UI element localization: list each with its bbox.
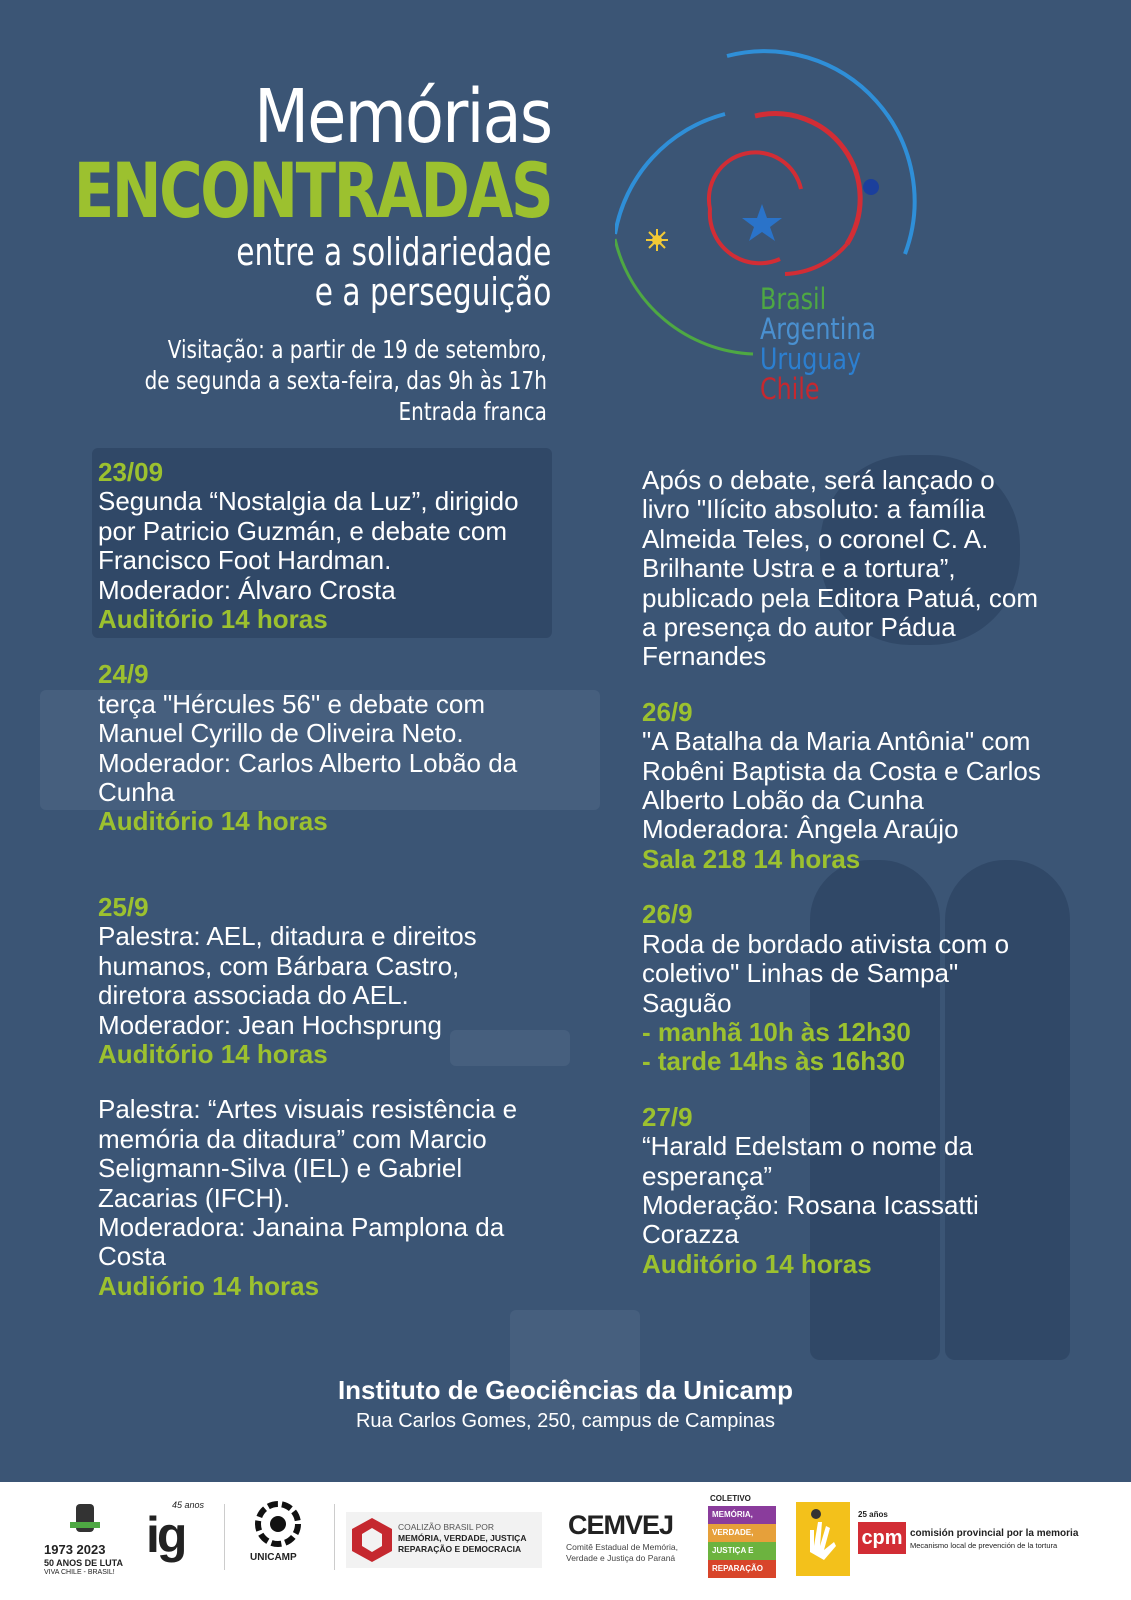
event-text: livro "Ilícito absoluto: a família	[642, 494, 986, 525]
logo-viva-text: VIVA CHILE - BRASIL!	[44, 1569, 115, 1576]
title-block	[0, 74, 551, 314]
coalizao-line-1: COALIZÃO BRASIL POR	[398, 1522, 495, 1532]
event-text: publicado pela Editora Patuá, com	[642, 582, 1039, 613]
event-date: 26/9	[642, 899, 693, 930]
event-place: Auditório 14 horas	[98, 604, 328, 635]
logo-coletivo	[708, 1494, 780, 1584]
event-text: por Patricio Guzmán, e debate com	[98, 515, 507, 546]
logo-unicamp	[246, 1500, 310, 1580]
coalizao-line-2: MEMÓRIA, VERDADE, JUSTIÇA	[398, 1533, 527, 1543]
cemvej-sub-1: Comitê Estadual de Memória,	[566, 1542, 678, 1552]
event-text: Após o debate, será lançado o	[642, 465, 995, 495]
subtitle-line-2: e a perseguição	[314, 270, 551, 314]
logo-ig-text: ig	[146, 1507, 185, 1563]
event-text: a presença do autor Pádua	[642, 612, 956, 643]
logo-ig-45-anos	[140, 1500, 210, 1580]
event-place: Sala 218 14 horas	[642, 843, 861, 874]
country-chile: Chile	[760, 372, 820, 406]
event-text: memória da ditadura” com Marcio	[98, 1123, 487, 1154]
logo-coalizao	[346, 1512, 542, 1568]
event-text: Moderadora: Ângela Araújo	[642, 814, 959, 845]
event-text: Seligmann-Silva (IEL) e Gabriel	[98, 1153, 463, 1184]
event-text: Corazza	[642, 1219, 739, 1250]
title-memorias: Memórias	[253, 74, 551, 160]
event-time-morning: - manhã 10h às 12h30	[642, 1016, 911, 1047]
logo-cpm	[858, 1510, 1108, 1570]
event-text: Almeida Teles, o coronel C. A.	[642, 523, 989, 554]
logo-cemvej	[564, 1510, 692, 1570]
event-date: 27/9	[642, 1101, 693, 1132]
event-23-09	[98, 458, 568, 634]
coalizao-hexagon-icon	[348, 1516, 396, 1564]
event-text: Moderadora: Janaina Pamplona da	[98, 1211, 505, 1242]
event-text: coletivo" Linhas de Sampa"	[642, 958, 959, 989]
event-text: humanos, com Bárbara Castro,	[98, 950, 460, 981]
event-place: Auditório 14 horas	[642, 1248, 872, 1279]
visitation-line-1: Visitação: a partir de 19 de setembro,	[167, 335, 547, 364]
event-date: 24/9	[98, 659, 149, 690]
blue-star-icon	[742, 204, 782, 241]
spiral-red-arc-tail	[785, 244, 847, 274]
event-26-9-bordado	[642, 900, 1082, 1076]
event-text: diretora associada do AEL.	[98, 980, 409, 1011]
venue-name: Instituto de Geociências da Unicamp	[337, 1375, 794, 1405]
logo-unicamp-text: UNICAMP	[250, 1552, 297, 1563]
venue-info	[0, 1373, 1131, 1435]
coletivo-item-memoria: MEMÓRIA,	[708, 1506, 776, 1524]
event-text: Manuel Cyrillo de Oliveira Neto.	[98, 718, 464, 749]
event-27-9	[642, 1103, 1082, 1279]
divider	[224, 1504, 225, 1570]
visitation-line-2: de segunda a sexta-feira, das 9h às 17h	[144, 366, 547, 395]
cemvej-text: CEMVEJ	[568, 1510, 674, 1540]
event-date: 23/09	[98, 457, 164, 487]
event-text: Moderação: Rosana Icassatti	[642, 1189, 979, 1220]
cpm-title: comisión provincial por la memoria	[910, 1528, 1079, 1539]
country-argentina: Argentina	[760, 312, 877, 346]
event-place: Audiório 14 horas	[98, 1270, 320, 1301]
logo-hands	[796, 1502, 850, 1576]
logo-50-anos-de-luta	[40, 1500, 130, 1580]
coletivo-item-verdade: VERDADE,	[708, 1524, 776, 1542]
event-text: Fernandes	[642, 641, 767, 672]
cpm-sub: Mecanismo local de prevención de la tortura	[910, 1541, 1058, 1550]
coletivo-item-justica: JUSTIÇA E	[708, 1542, 776, 1560]
cemvej-sub-2: Verdade e Justiça do Paraná	[566, 1553, 676, 1563]
event-text: Costa	[98, 1241, 166, 1272]
event-book-launch	[642, 466, 1082, 672]
events-right-column	[642, 466, 1082, 1279]
blue-dot-icon	[863, 179, 879, 195]
hands-icon	[796, 1502, 850, 1576]
coletivo-item-reparacao: REPARAÇÃO	[708, 1560, 776, 1578]
event-text: Segunda “Nostalgia da Luz”, dirigido	[98, 486, 519, 517]
event-text: Brilhante Ustra e a tortura”,	[642, 553, 956, 584]
event-time-afternoon: - tarde 14hs às 16h30	[642, 1046, 906, 1077]
unicamp-emblem-icon	[246, 1500, 310, 1548]
event-text: Moderador: Carlos Alberto Lobão da	[98, 747, 518, 778]
event-text: Alberto Lobão da Cunha	[642, 785, 924, 816]
event-24-9	[98, 660, 568, 836]
event-date: 26/9	[642, 696, 693, 727]
events-left-column	[98, 458, 568, 1301]
logo-50-anos-text: 50 ANOS DE LUTA	[44, 1558, 124, 1568]
subtitle-line-1: entre a solidariedade	[235, 230, 551, 274]
divider	[334, 1504, 335, 1570]
country-uruguay: Uruguay	[760, 342, 862, 376]
coletivo-title: COLETIVO	[710, 1494, 751, 1503]
event-text: Cunha	[98, 777, 175, 808]
event-place: Auditório 14 horas	[98, 806, 328, 837]
event-text: Palestra: AEL, ditadura e direitos	[98, 921, 477, 952]
venue-address: Rua Carlos Gomes, 250, campus de Campinas	[355, 1410, 776, 1432]
visitation-line-3: Entrada franca	[398, 397, 547, 426]
sponsor-logos-footer	[0, 1482, 1131, 1600]
title-encontradas: ENCONTRADAS	[73, 146, 551, 235]
event-date: 25/9	[98, 891, 149, 922]
event-place: Auditório 14 horas	[98, 1038, 328, 1069]
event-text: esperança”	[642, 1160, 773, 1191]
visitation-info	[145, 334, 547, 427]
event-text: Palestra: “Artes visuais resistência e	[98, 1094, 518, 1125]
event-text: Robêni Baptista da Costa e Carlos	[642, 755, 1041, 786]
event-text: Moderador: Jean Hochsprung	[98, 1009, 442, 1040]
event-palestra-artes	[98, 1095, 568, 1301]
cpm-text: cpm	[858, 1522, 906, 1554]
event-text: terça "Hércules 56" e debate com	[98, 688, 485, 719]
event-text: Roda de bordado ativista com o	[642, 928, 1010, 959]
sun-icon	[646, 229, 668, 251]
event-text: “Harald Edelstam o nome da	[642, 1131, 973, 1162]
event-text: "A Batalha da Maria Antônia" com	[642, 726, 1031, 757]
logo-years: 1973 2023	[44, 1542, 106, 1557]
fist-icon	[40, 1500, 130, 1542]
event-text: Saguão	[642, 987, 732, 1018]
event-text: Moderador: Álvaro Crosta	[98, 574, 396, 605]
event-26-9-batalha	[642, 698, 1082, 874]
event-25-9	[98, 893, 568, 1069]
coalizao-line-3: REPARAÇÃO E DEMOCRACIA	[398, 1544, 522, 1554]
country-brasil: Brasil	[760, 282, 827, 316]
event-text: Zacarias (IFCH).	[98, 1182, 291, 1213]
country-list	[760, 284, 876, 404]
spiral-red-inner-arc	[709, 152, 801, 263]
event-text: Francisco Foot Hardman.	[98, 545, 392, 576]
cpm-badge: 25 años	[858, 1510, 888, 1519]
logo-ig-badge: 45 anos	[172, 1500, 205, 1510]
